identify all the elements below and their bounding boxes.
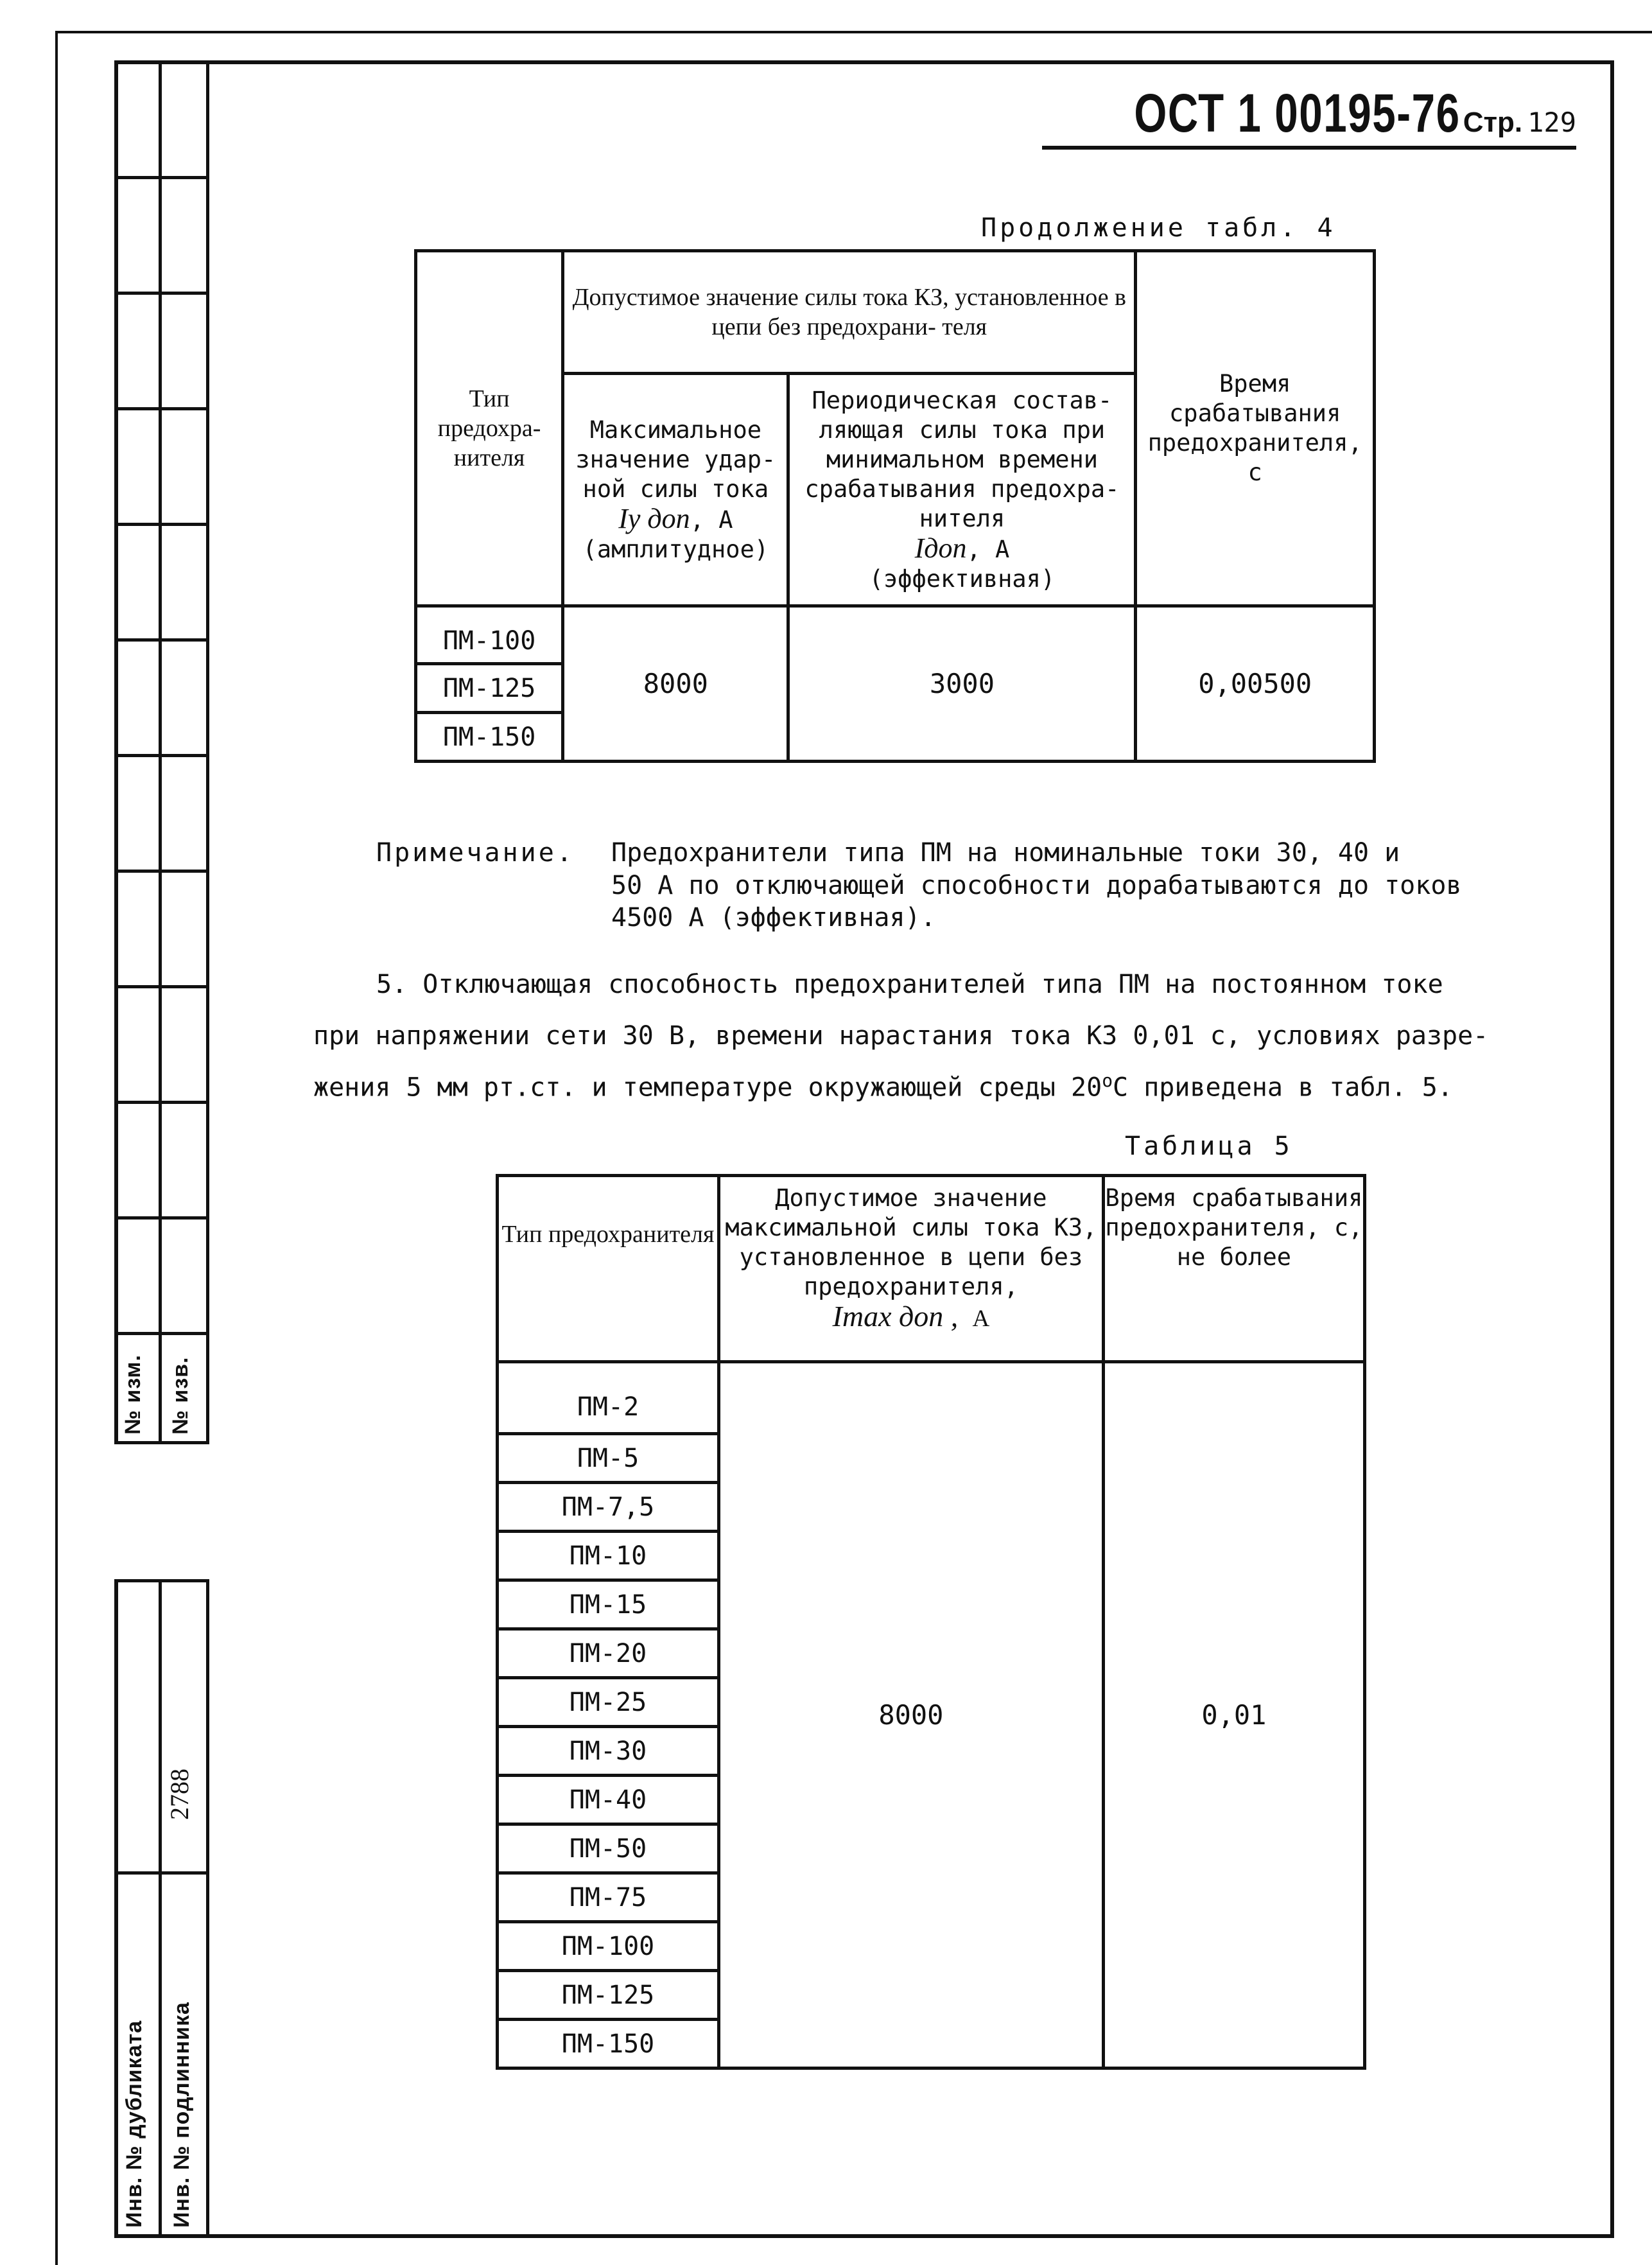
t5-head-value-symbol: Imax доп , [832, 1300, 959, 1333]
t4-head-periodic-note: (эффективная) [869, 564, 1056, 593]
t4-type-row: ПМ-125 [416, 664, 563, 713]
table-4 [414, 249, 1376, 763]
t5-type-row: ПМ-25 [498, 1678, 719, 1727]
strip-line [114, 1579, 209, 1582]
t5-type-row: ПМ-15 [498, 1580, 719, 1629]
page-label: Стр. [1463, 107, 1523, 138]
t4-head-group: Допустимое значение силы тока КЗ, установленное в цепи без предохрани- теля [563, 251, 1136, 374]
degree-mark: о [1102, 1070, 1113, 1091]
t4-head-max-note: (амплитудное) [582, 535, 769, 563]
document-code [1042, 82, 1576, 150]
t4-head-periodic-unit: , А [966, 535, 1010, 563]
strip-line [114, 523, 209, 526]
t5-type-row: ПМ-2 [498, 1362, 719, 1434]
para5-line-3 [313, 1070, 1453, 1102]
t4-head-type: Тип предохра- нителя [416, 251, 563, 606]
para5-line-3a: жения 5 мм рт.ст. и температуре окружающей среды 20 [313, 1072, 1102, 1103]
strip-line [114, 1101, 209, 1104]
t4-head-max [563, 374, 788, 606]
side-strip [114, 60, 209, 2238]
t5-head-value [719, 1176, 1104, 1362]
strip-line [114, 407, 209, 410]
t5-head-type: Тип предохранителя [498, 1176, 719, 1362]
strip-line [114, 870, 209, 873]
t4-head-max-text: Максимальное значение удар- ной силы тока [575, 415, 776, 503]
t5-time-value: 0,01 [1103, 1362, 1364, 2068]
t5-head-value-unit: А [972, 1306, 990, 1332]
t5-type-row: ПМ-50 [498, 1824, 719, 1873]
t5-type-row: ПМ-100 [498, 1922, 719, 1971]
t4-head-periodic [788, 374, 1136, 606]
t5-type-row: ПМ-20 [498, 1629, 719, 1678]
t4-time-value: 0,00500 [1136, 606, 1375, 762]
t4-head-max-symbol: Iу доп [618, 502, 690, 534]
original-inventory-label: Инв. № подлинника [170, 2002, 194, 2228]
t4-periodic-value: 3000 [788, 606, 1136, 762]
t4-head-periodic-text: Периодическая состав- ляющая силы тока при минимальном времени срабатывания предохра- нителя [804, 386, 1120, 532]
t4-head-max-unit: , А [690, 505, 733, 534]
t5-type-row: ПМ-30 [498, 1727, 719, 1776]
para5-line-1: 5. Отключающая способность предохранителей типа ПМ на постоянном токе [376, 970, 1443, 999]
t5-type-row: ПМ-75 [498, 1873, 719, 1922]
note-line-2: 50 А по отключающей способности дорабатываются до токов [611, 871, 1462, 900]
t4-max-value: 8000 [563, 606, 788, 762]
strip-gap [114, 1444, 211, 1579]
table-5 [496, 1174, 1366, 2070]
t5-type-row: ПМ-125 [498, 1971, 719, 2020]
duplicate-inventory-label: Инв. № дубликата [122, 2020, 146, 2228]
strip-line [114, 176, 209, 179]
t5-type-row: ПМ-7,5 [498, 1483, 719, 1532]
inventory-number: 2788 [165, 1769, 194, 1820]
strip-column-2 [162, 60, 209, 2238]
t5-type-row: ПМ-150 [498, 2020, 719, 2068]
doc-code-text: ОСТ 1 00195-76 [1134, 83, 1461, 143]
note-label: Примечание. [376, 838, 575, 868]
strip-line [114, 754, 209, 757]
t5-type-row: ПМ-10 [498, 1532, 719, 1580]
table4-caption: Продолжение табл. 4 [981, 213, 1336, 243]
strip-line [114, 985, 209, 988]
strip-column-1 [114, 60, 162, 2238]
t5-current-value: 8000 [719, 1362, 1104, 2068]
t5-head-value-text: Допустимое значение максимальной силы тока КЗ, установленное в цепи без предохранителя, [725, 1184, 1097, 1300]
t5-type-row: ПМ-5 [498, 1434, 719, 1483]
t4-head-periodic-symbol: Iдоп [914, 532, 967, 564]
strip-line [114, 292, 209, 295]
strip-line [114, 1332, 209, 1335]
t4-type-row: ПМ-150 [416, 713, 563, 762]
notice-number-label: № изв. [168, 1356, 193, 1435]
strip-line [114, 1216, 209, 1220]
page-number: 129 [1527, 107, 1576, 138]
note-line-1: Предохранители типа ПМ на номинальные токи 30, 40 и [611, 838, 1400, 868]
para5-line-2: при напряжении сети 30 В, времени нарастания тока КЗ 0,01 с, условиях разре- [313, 1021, 1489, 1051]
table5-caption: Таблица 5 [1125, 1132, 1293, 1161]
para5-line-3b: С приведена в табл. 5. [1113, 1072, 1453, 1103]
note-line-3: 4500 А (эффективная). [611, 903, 936, 932]
t4-head-time: Время срабатывания предохранителя, с [1136, 251, 1375, 606]
t5-head-time: Время срабатывания предохранителя, с, не более [1103, 1176, 1364, 1362]
strip-line [114, 638, 209, 642]
t4-type-row: ПМ-100 [416, 606, 563, 664]
strip-line [114, 1871, 209, 1875]
change-number-label: № изм. [121, 1354, 145, 1435]
t5-type-row: ПМ-40 [498, 1776, 719, 1824]
